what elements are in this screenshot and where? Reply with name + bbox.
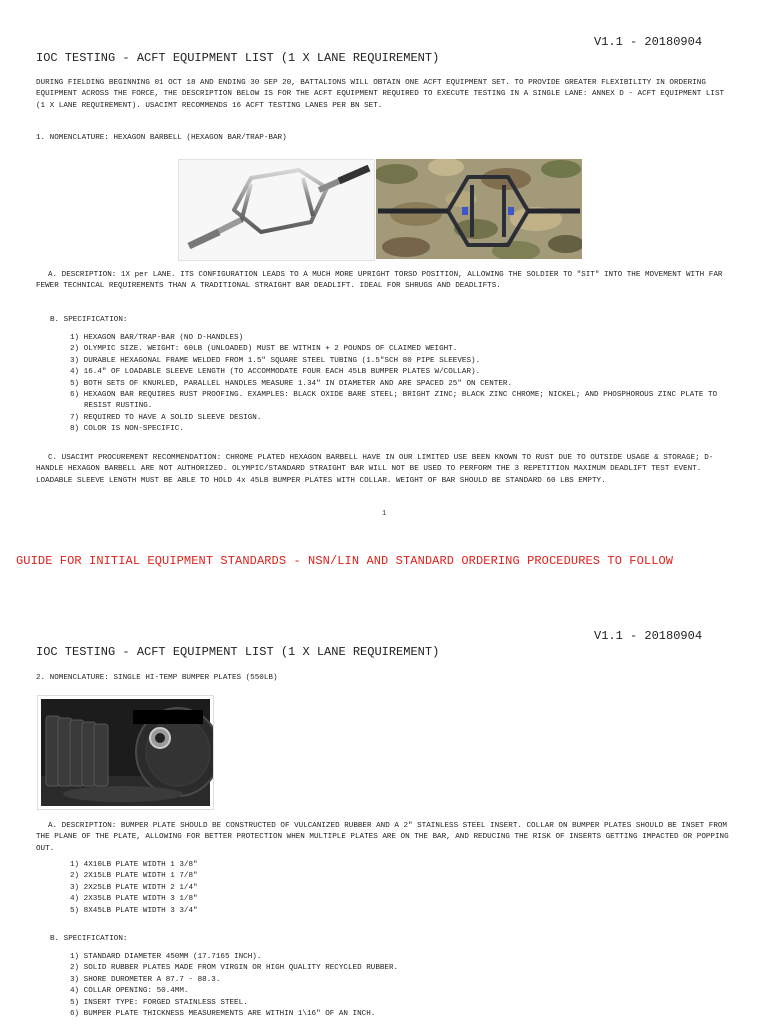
hex-bar-photo bbox=[178, 159, 375, 261]
page1-spec-list bbox=[70, 333, 730, 436]
page1-version: V1.1 - 20180904 bbox=[594, 35, 703, 49]
page-number: 1 bbox=[382, 510, 387, 518]
list-item: 3) 2X25LB PLATE WIDTH 2 1/4" bbox=[70, 883, 198, 892]
page2-plate-list bbox=[70, 860, 470, 917]
page1-title: IOC TESTING - ACFT EQUIPMENT LIST (1 X LANE REQUIREMENT) bbox=[36, 51, 440, 65]
list-item: 2) OLYMPIC SIZE. WEIGHT: 60LB (UNLOADED) MUST BE WITHIN + 2 POUNDS OF CLAIMED WEIGHT. bbox=[70, 345, 458, 354]
list-item: 3) DURABLE HEXAGONAL FRAME WELDED FROM 1.5" SQUARE STEEL TUBING (1.5"SCH 80 PIPE SLEEVES). bbox=[70, 356, 481, 365]
list-item: 3) SHORE DUROMETER A 87.7 - 88.3. bbox=[70, 975, 221, 984]
list-item: 5) INSERT TYPE: FORGED STAINLESS STEEL. bbox=[70, 998, 248, 1007]
list-item: 4) 16.4" OF LOADABLE SLEEVE LENGTH (TO ACCOMMODATE FOUR EACH 45LB BUMPER PLATES W/COLLAR). bbox=[70, 368, 481, 377]
list-item: 8) COLOR IS NON-SPECIFIC. bbox=[70, 425, 184, 434]
page2-spec-heading: B. SPECIFICATION: bbox=[50, 935, 128, 943]
page1-procurement: C. USACIMT PROCUREMENT RECOMMENDATION: CHROME PLATED HEXAGON BARBELL HAVE IN OUR LIMITED USE BEEN KNOWN TO RUST DUE TO OUTSIDE USAGE & STORAGE; D-HANDLE HEXAGON BARBELL ARE NOT AUTHORIZED. OLYMPIC/STANDARD STRAIGHT BAR WILL NOT BE USED TO PERFORM THE 3 REPETITION MAXIMUM DEADLIFT TEST EVENT. LOADABLE SLEEVE LENGTH MUST BE ABLE TO HOLD 4x 45LB BUMPER PLATES WITH COLLAR. WEIGHT OF BAR SHOULD BE STANDARD 60 LBS EMPTY. bbox=[36, 454, 714, 485]
list-item: 5) 8X45LB PLATE WIDTH 3 3/4" bbox=[70, 906, 198, 915]
page2-version: V1.1 - 20180904 bbox=[594, 629, 703, 643]
bumper-plates-photo bbox=[37, 695, 214, 810]
page2-nomenclature: 2. NOMENCLATURE: SINGLE HI-TEMP BUMPER PLATES (550LB) bbox=[36, 674, 278, 682]
list-item: 6) BUMPER PLATE THICKNESS MEASUREMENTS ARE WITHIN 1\16" OF AN INCH. bbox=[70, 1010, 376, 1019]
page1-intro: DURING FIELDING BEGINNING 01 OCT 18 AND ENDING 30 SEP 20, BATTALIONS WILL OBTAIN ONE ACFT EQUIPMENT SET. TO PROVIDE GREATER FLEXIBILITY IN ORDERING EQUIPMENT ACROSS THE FORCE, THE DESCRIPTION BELOW IS FOR THE ACFT EQUIPMENT REQUIRED TO EXECUTE TESTING IN A SINGLE LANE: ANNEX D - ACFT EQUIPMENT LIST (1 X LANE REQUIREMENT). USACIMT RECOMMENDS 16 ACFT TESTING LANES PER BN SET. bbox=[36, 79, 725, 110]
page1-spec-heading: B. SPECIFICATION: bbox=[50, 316, 128, 324]
list-item: 7) REQUIRED TO HAVE A SOLID SLEEVE DESIGN. bbox=[70, 413, 262, 422]
guide-banner: GUIDE FOR INITIAL EQUIPMENT STANDARDS - NSN/LIN AND STANDARD ORDERING PROCEDURES TO FOLLOW bbox=[16, 554, 674, 568]
list-item: 1) STANDARD DIAMETER 450MM (17.7165 INCH). bbox=[70, 953, 262, 961]
page2-title: IOC TESTING - ACFT EQUIPMENT LIST (1 X LANE REQUIREMENT) bbox=[36, 645, 440, 659]
list-item: 2) SOLID RUBBER PLATES MADE FROM VIRGIN OR HIGH QUALITY RECYCLED RUBBER. bbox=[70, 964, 399, 973]
page2-description: A. DESCRIPTION: BUMPER PLATE SHOULD BE CONSTRUCTED OF VULCANIZED RUBBER AND A 2" STAINLESS STEEL INSERT. COLLAR ON BUMPER PLATES SHOULD BE INSET FROM THE PLANE OF THE PLATE, ALLOWING FOR BETTER PROTECTION WHEN MULTIPLE PLATES ARE ON THE BAR, AND REDUCING THE RISK OF INSERTS GETTING IMPACTED OR POPPING OUT. bbox=[36, 822, 729, 853]
page2-spec-list bbox=[70, 952, 730, 1020]
hex-bar-camo-photo bbox=[376, 159, 582, 259]
list-item: 1) 4X10LB PLATE WIDTH 1 3/8" bbox=[70, 861, 198, 869]
page1-nomenclature: 1. NOMENCLATURE: HEXAGON BARBELL (HEXAGON BAR/TRAP-BAR) bbox=[36, 134, 287, 142]
list-item: 4) COLLAR OPENING: 50.4MM. bbox=[70, 987, 189, 996]
list-item: 6) HEXAGON BAR REQUIRES RUST PROOFING. EXAMPLES: BLACK OXIDE BARE STEEL; BRIGHT ZINC; BLACK ZINC CHROME; NICKEL; AND PHOSPHOROUS ZINC PLATE TO RESIST RUSTING. bbox=[70, 391, 718, 411]
list-item: 5) BOTH SETS OF KNURLED, PARALLEL HANDLES MEASURE 1.34" IN DIAMETER AND ARE SPACED 25" ON CENTER. bbox=[70, 379, 513, 388]
list-item: 2) 2X15LB PLATE WIDTH 1 7/8" bbox=[70, 872, 198, 881]
page1-description: A. DESCRIPTION: 1X per LANE. ITS CONFIGURATION LEADS TO A MUCH MORE UPRIGHT TORSO POSITION, ALLOWING THE SOLDIER TO "SIT" INTO THE MOVEMENT WITH FAR FEWER TECHNICAL REQUIREMENTS THAN A TRADITIONAL STRAIGHT BAR DEADLIFT. IDEAL FOR SHRUGS AND DEADLIFTS. bbox=[36, 271, 723, 291]
list-item: 1) HEXAGON BAR/TRAP-BAR (NO D-HANDLES) bbox=[70, 334, 244, 342]
list-item: 4) 2X35LB PLATE WIDTH 3 1/8" bbox=[70, 895, 198, 904]
